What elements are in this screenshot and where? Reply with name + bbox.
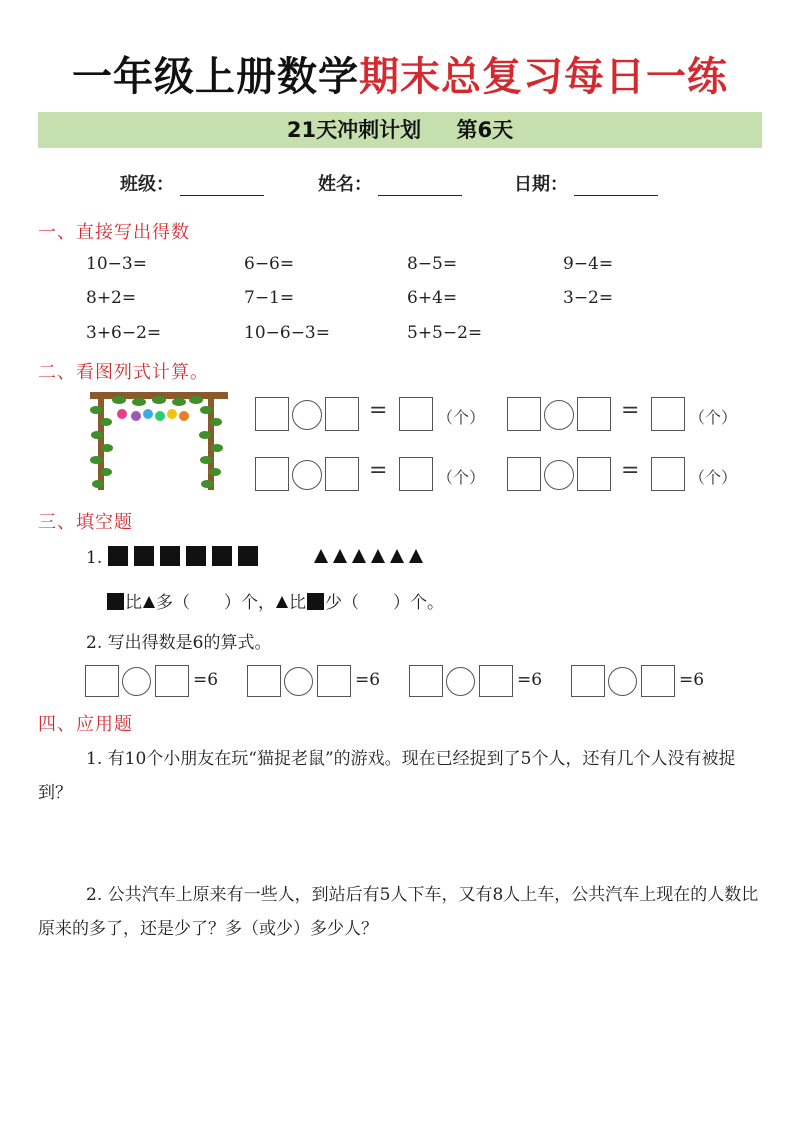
plan-label: 21天冲刺计划 — [286, 118, 422, 142]
answer-box[interactable] — [479, 665, 513, 697]
answer-box[interactable] — [85, 665, 119, 697]
answer-box[interactable] — [571, 665, 605, 697]
triangle-icon — [371, 549, 385, 563]
equal-sign: = — [621, 458, 640, 483]
answer-box[interactable] — [155, 665, 189, 697]
square-icon — [186, 546, 206, 566]
result-label: =6 — [679, 670, 705, 690]
operator-circle[interactable] — [544, 400, 574, 430]
q2-prompt: 2. 写出得数是6的算式。 — [86, 633, 272, 653]
answer-box[interactable] — [317, 665, 351, 697]
equal-sign: = — [369, 398, 388, 423]
triangle-icon — [276, 596, 288, 608]
operator-circle[interactable] — [292, 460, 322, 490]
compare-more-blank[interactable]: 多（ ）个， — [156, 593, 275, 613]
vine-arch-illustration — [84, 390, 234, 492]
square-icon — [160, 546, 180, 566]
equation: 7−1= — [244, 288, 295, 308]
section-2-heading: 二、看图列式计算。 — [38, 362, 209, 383]
answer-box[interactable] — [399, 457, 433, 491]
section-4-heading: 四、应用题 — [38, 714, 133, 735]
equation: 3+6−2= — [86, 323, 162, 343]
name-field[interactable] — [318, 170, 462, 196]
title-part-1: 一年级上册数学 — [72, 54, 359, 100]
equation: 6−6= — [244, 254, 295, 274]
section-3-heading: 三、填空题 — [38, 512, 133, 533]
name-blank[interactable] — [378, 175, 462, 196]
operator-circle[interactable] — [292, 400, 322, 430]
triangle-icon — [333, 549, 347, 563]
answer-box[interactable] — [255, 457, 289, 491]
square-icon — [108, 546, 128, 566]
equation: 8+2= — [86, 288, 137, 308]
class-blank[interactable] — [180, 175, 264, 196]
triangle-icon — [390, 549, 404, 563]
answer-box[interactable] — [577, 397, 611, 431]
unit-label: （个） — [437, 408, 486, 427]
class-field[interactable] — [120, 170, 264, 196]
equation: 10−6−3= — [244, 323, 330, 343]
operator-circle[interactable] — [122, 667, 151, 696]
compare-word: 比 — [125, 593, 142, 613]
unit-label: （个） — [689, 468, 738, 487]
equation: 3−2= — [563, 288, 614, 308]
date-field[interactable] — [514, 170, 658, 196]
answer-box[interactable] — [641, 665, 675, 697]
word-problem-1: 1. 有10个小朋友在玩“猫捉老鼠”的游戏。现在已经捉到了5个人，还有几个人没有被捉到？ — [38, 749, 736, 803]
result-label: =6 — [517, 670, 543, 690]
triangle-icon — [143, 596, 155, 608]
square-icon — [238, 546, 258, 566]
equal-sign: = — [621, 398, 640, 423]
q1-triangles-row — [314, 548, 428, 568]
plan-bar — [38, 112, 762, 148]
day-label: 第6天 — [456, 118, 514, 142]
unit-label: （个） — [689, 408, 738, 427]
square-icon — [107, 593, 124, 610]
operator-circle[interactable] — [544, 460, 574, 490]
class-label: 班级： — [120, 174, 174, 195]
compare-word: 比 — [289, 593, 306, 613]
equal-sign: = — [369, 458, 388, 483]
answer-box[interactable] — [255, 397, 289, 431]
answer-box[interactable] — [507, 457, 541, 491]
word-problem-2: 2. 公共汽车上原来有一些人，到站后有5人下车，又有8人上车，公共汽车上现在的人数比原来的多了，还是少了？多（或少）多少人？ — [38, 885, 759, 939]
result-label: =6 — [193, 670, 219, 690]
equation: 6+4= — [407, 288, 458, 308]
name-label: 姓名： — [318, 174, 372, 195]
q1-number: 1. — [86, 548, 103, 568]
q1-shapes-row — [86, 546, 264, 568]
answer-box[interactable] — [651, 397, 685, 431]
square-icon — [307, 593, 324, 610]
answer-box[interactable] — [651, 457, 685, 491]
answer-box[interactable] — [399, 397, 433, 431]
operator-circle[interactable] — [608, 667, 637, 696]
answer-box[interactable] — [247, 665, 281, 697]
triangle-icon — [409, 549, 423, 563]
date-blank[interactable] — [574, 175, 658, 196]
triangle-icon — [314, 549, 328, 563]
equation: 9−4= — [563, 254, 614, 274]
answer-box[interactable] — [507, 397, 541, 431]
page-title — [0, 52, 800, 102]
square-icon — [212, 546, 232, 566]
operator-circle[interactable] — [446, 667, 475, 696]
compare-less-blank[interactable]: 少（ ）个。 — [325, 593, 444, 613]
triangle-icon — [352, 549, 366, 563]
operator-circle[interactable] — [284, 667, 313, 696]
answer-box[interactable] — [325, 457, 359, 491]
equation: 10−3= — [86, 254, 147, 274]
answer-box[interactable] — [409, 665, 443, 697]
q1-compare-line — [106, 588, 444, 613]
unit-label: （个） — [437, 468, 486, 487]
square-icon — [134, 546, 154, 566]
section-1-heading: 一、直接写出得数 — [38, 222, 190, 243]
result-label: =6 — [355, 670, 381, 690]
date-label: 日期： — [514, 174, 568, 195]
answer-box[interactable] — [325, 397, 359, 431]
equation: 5+5−2= — [407, 323, 483, 343]
answer-box[interactable] — [577, 457, 611, 491]
equation: 8−5= — [407, 254, 458, 274]
title-part-2: 期末总复习每日一练 — [359, 54, 728, 100]
